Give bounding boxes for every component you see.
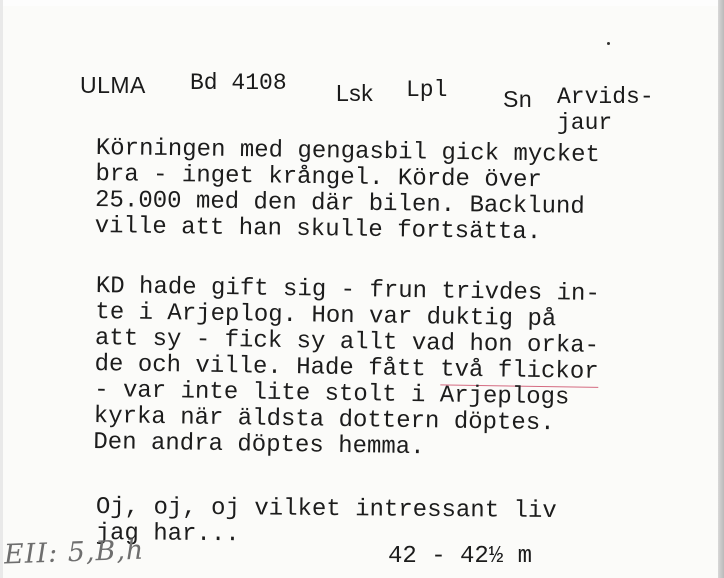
paragraph-2 [93,274,696,465]
text-line: te i Arjeplog. Hon var duktig på [95,298,557,334]
age-note: 42 - 42½ m [388,543,533,570]
card-top-edge [0,0,724,6]
text-line: 25.000 med den där bilen. Backlund [94,186,585,221]
text-line: Körningen med gengasbil gick mycket [95,135,601,170]
card-left-edge [0,0,3,578]
archive-code: ULMA [80,72,146,98]
text-line: Oj, oj, oj vilket intressant liv [95,494,557,526]
card-right-edge [718,0,724,578]
text-line: ville att han skulle fortsätta. [94,212,542,247]
sn-label: Sn [503,86,533,112]
handwritten-classification: EII: 5,B,h [3,534,145,571]
text-line: kyrka när äldsta dottern döptes. [93,402,555,438]
text-line: jag har... [95,519,240,549]
record-number: Bd 4108 [190,70,287,96]
parish-name-line2: jaur [557,110,613,136]
text-segment: de och ville. Hade fått [94,350,441,384]
text-line: KD hade gift sig - frun trivdes in- [95,273,601,308]
text-line: att sy - fick sy allt vad hon orka- [94,324,600,360]
text-line: bra - inget krångel. Körde över [95,160,543,195]
parish-name-line1: Arvids- [557,84,654,110]
paragraph-1 [95,136,696,248]
lpl-label: Lpl [406,77,448,103]
text-line: - var inte lite stolt i Arjeplogs [93,376,570,412]
lsk-label: Lsk [336,80,374,106]
underlined-phrase: två flickor [439,356,599,386]
ink-speck [607,42,610,45]
text-line: Den andra döptes hemma. [93,428,425,462]
